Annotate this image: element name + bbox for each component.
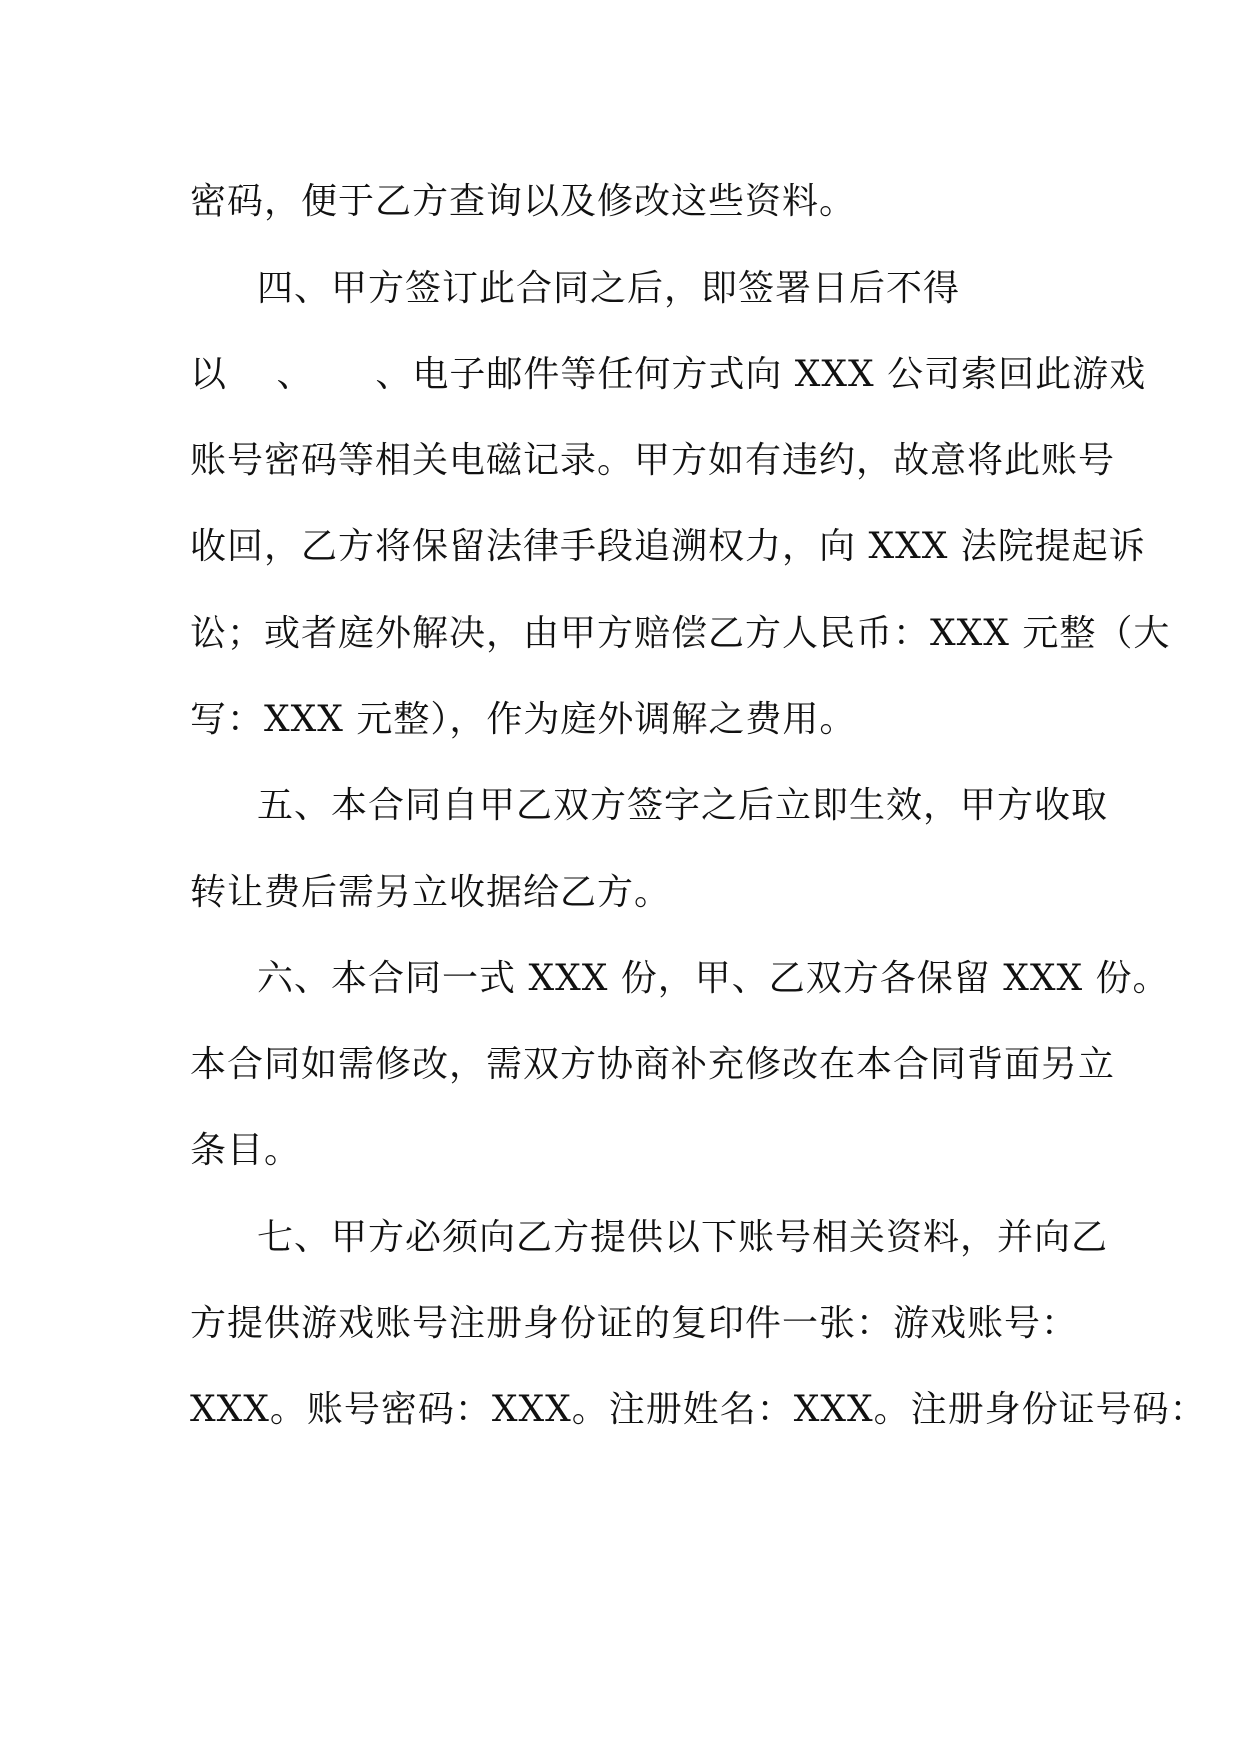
- paragraph-line: 以 、 、电子邮件等任何方式向 XXX 公司索回此游戏: [190, 354, 1147, 395]
- paragraph-line: 本合同如需修改，需双方协商补充修改在本合同背面另立: [190, 1044, 1116, 1085]
- paragraph-line: 五、本合同自甲乙双方签字之后立即生效，甲方收取: [257, 785, 1109, 826]
- paragraph-line: 密码，便于乙方查询以及修改这些资料。: [190, 181, 857, 222]
- paragraph-line: 讼；或者庭外解决，由甲方赔偿乙方人民币：XXX 元整（大: [190, 613, 1171, 654]
- paragraph-line: 条目。: [190, 1130, 302, 1171]
- paragraph-line: 七、甲方必须向乙方提供以下账号相关资料，并向乙: [257, 1217, 1109, 1258]
- paragraph-line: XXX。账号密码：XXX。注册姓名：XXX。注册身份证号码：: [190, 1389, 1207, 1430]
- paragraph-line: 账号密码等相关电磁记录。甲方如有违约，故意将此账号: [190, 440, 1116, 481]
- paragraph-line: 转让费后需另立收据给乙方。: [190, 872, 672, 913]
- paragraph-line: 收回，乙方将保留法律手段追溯权力，向 XXX 法院提起诉: [190, 526, 1146, 567]
- paragraph-line: 六、本合同一式 XXX 份，甲、乙双方各保留 XXX 份。: [257, 958, 1170, 999]
- paragraph-line: 四、甲方签订此合同之后，即签署日后不得: [257, 268, 961, 309]
- paragraph-line: 写：XXX 元整），作为庭外调解之费用。: [190, 699, 857, 740]
- paragraph-line: 方提供游戏账号注册身份证的复印件一张：游戏账号：: [190, 1303, 1079, 1344]
